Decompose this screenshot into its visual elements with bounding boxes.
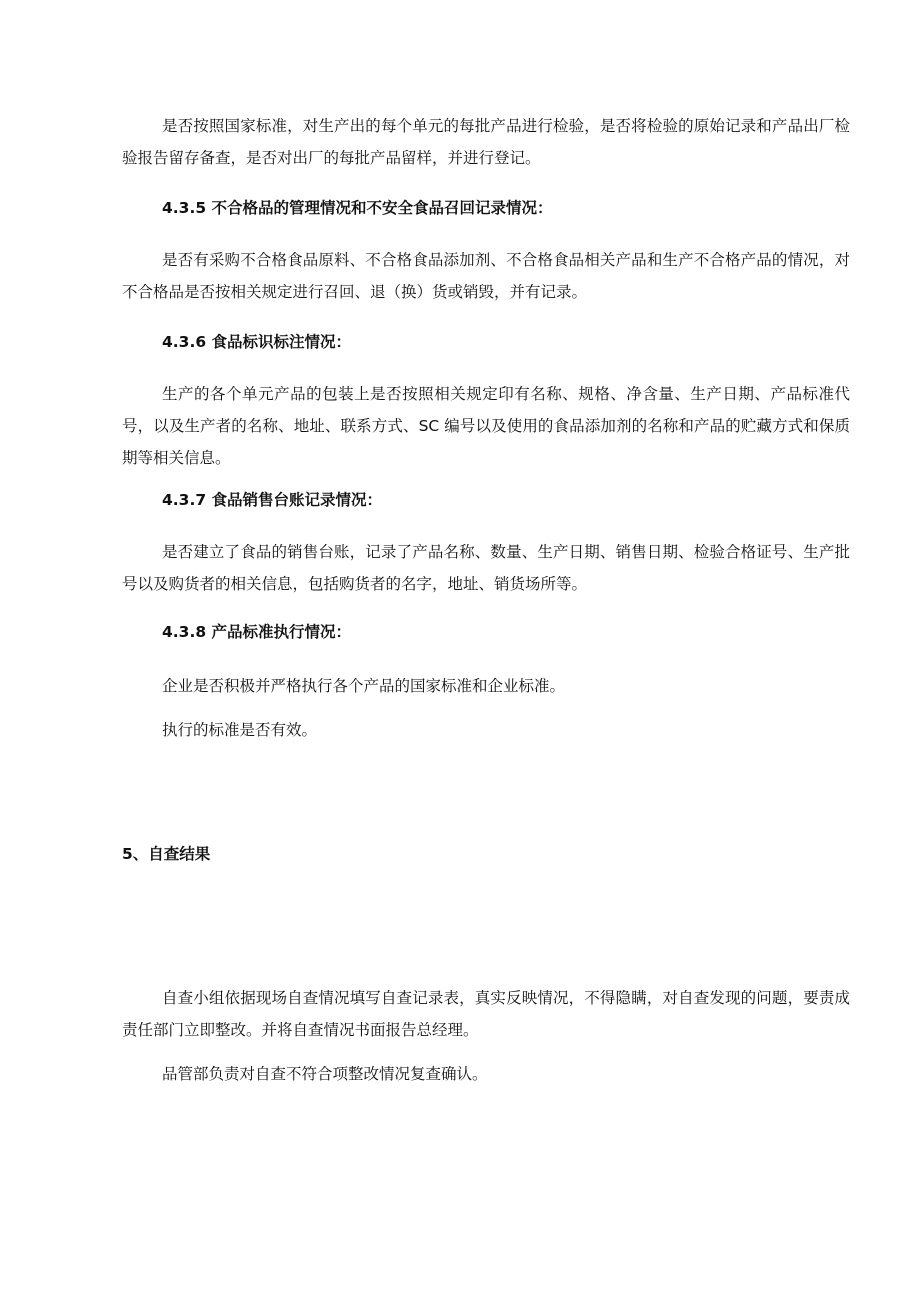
heading-section-5: 5、自查结果 <box>122 845 211 863</box>
paragraph-4-3-8-a: 企业是否积极并严格执行各个产品的国家标准和企业标准。 <box>162 677 566 695</box>
paragraph-5-b: 品管部负责对自查不符合项整改情况复查确认。 <box>162 1065 488 1083</box>
heading-4-3-5: 4.3.5 不合格品的管理情况和不安全食品召回记录情况： <box>162 199 553 217</box>
heading-4-3-6: 4.3.6 食品标识标注情况： <box>162 333 352 351</box>
paragraph-4-3-8-b: 执行的标准是否有效。 <box>162 721 318 739</box>
heading-4-3-8: 4.3.8 产品标准执行情况： <box>162 623 352 641</box>
paragraph-4-3-5: 是否有采购不合格食品原料、不合格食品添加剂、不合格食品相关产品和生产不合格产品的情况，对不合格品是否按相关规定进行召回、退（换）货或销毁，并有记录。 <box>122 251 850 301</box>
paragraph-4-3-6: 生产的各个单元产品的包装上是否按照相关规定印有名称、规格、净含量、生产日期、产品标准代号，以及生产者的名称、地址、联系方式、SC 编号以及使用的食品添加剂的名称和产品的贮藏方式和保质期等相关信息。 <box>122 385 850 467</box>
paragraph-4-3-7: 是否建立了食品的销售台账，记录了产品名称、数量、生产日期、销售日期、检验合格证号、生产批号以及购货者的相关信息，包括购货者的名字，地址、销货场所等。 <box>122 543 850 593</box>
paragraph-5-a: 自查小组依据现场自查情况填写自查记录表，真实反映情况，不得隐瞒，对自查发现的问题，要责成责任部门立即整改。并将自查情况书面报告总经理。 <box>122 989 850 1039</box>
heading-4-3-7: 4.3.7 食品销售台账记录情况： <box>162 491 383 509</box>
paragraph-inspection: 是否按照国家标准，对生产出的每个单元的每批产品进行检验，是否将检验的原始记录和产品出厂检验报告留存备查，是否对出厂的每批产品留样，并进行登记。 <box>122 117 850 167</box>
